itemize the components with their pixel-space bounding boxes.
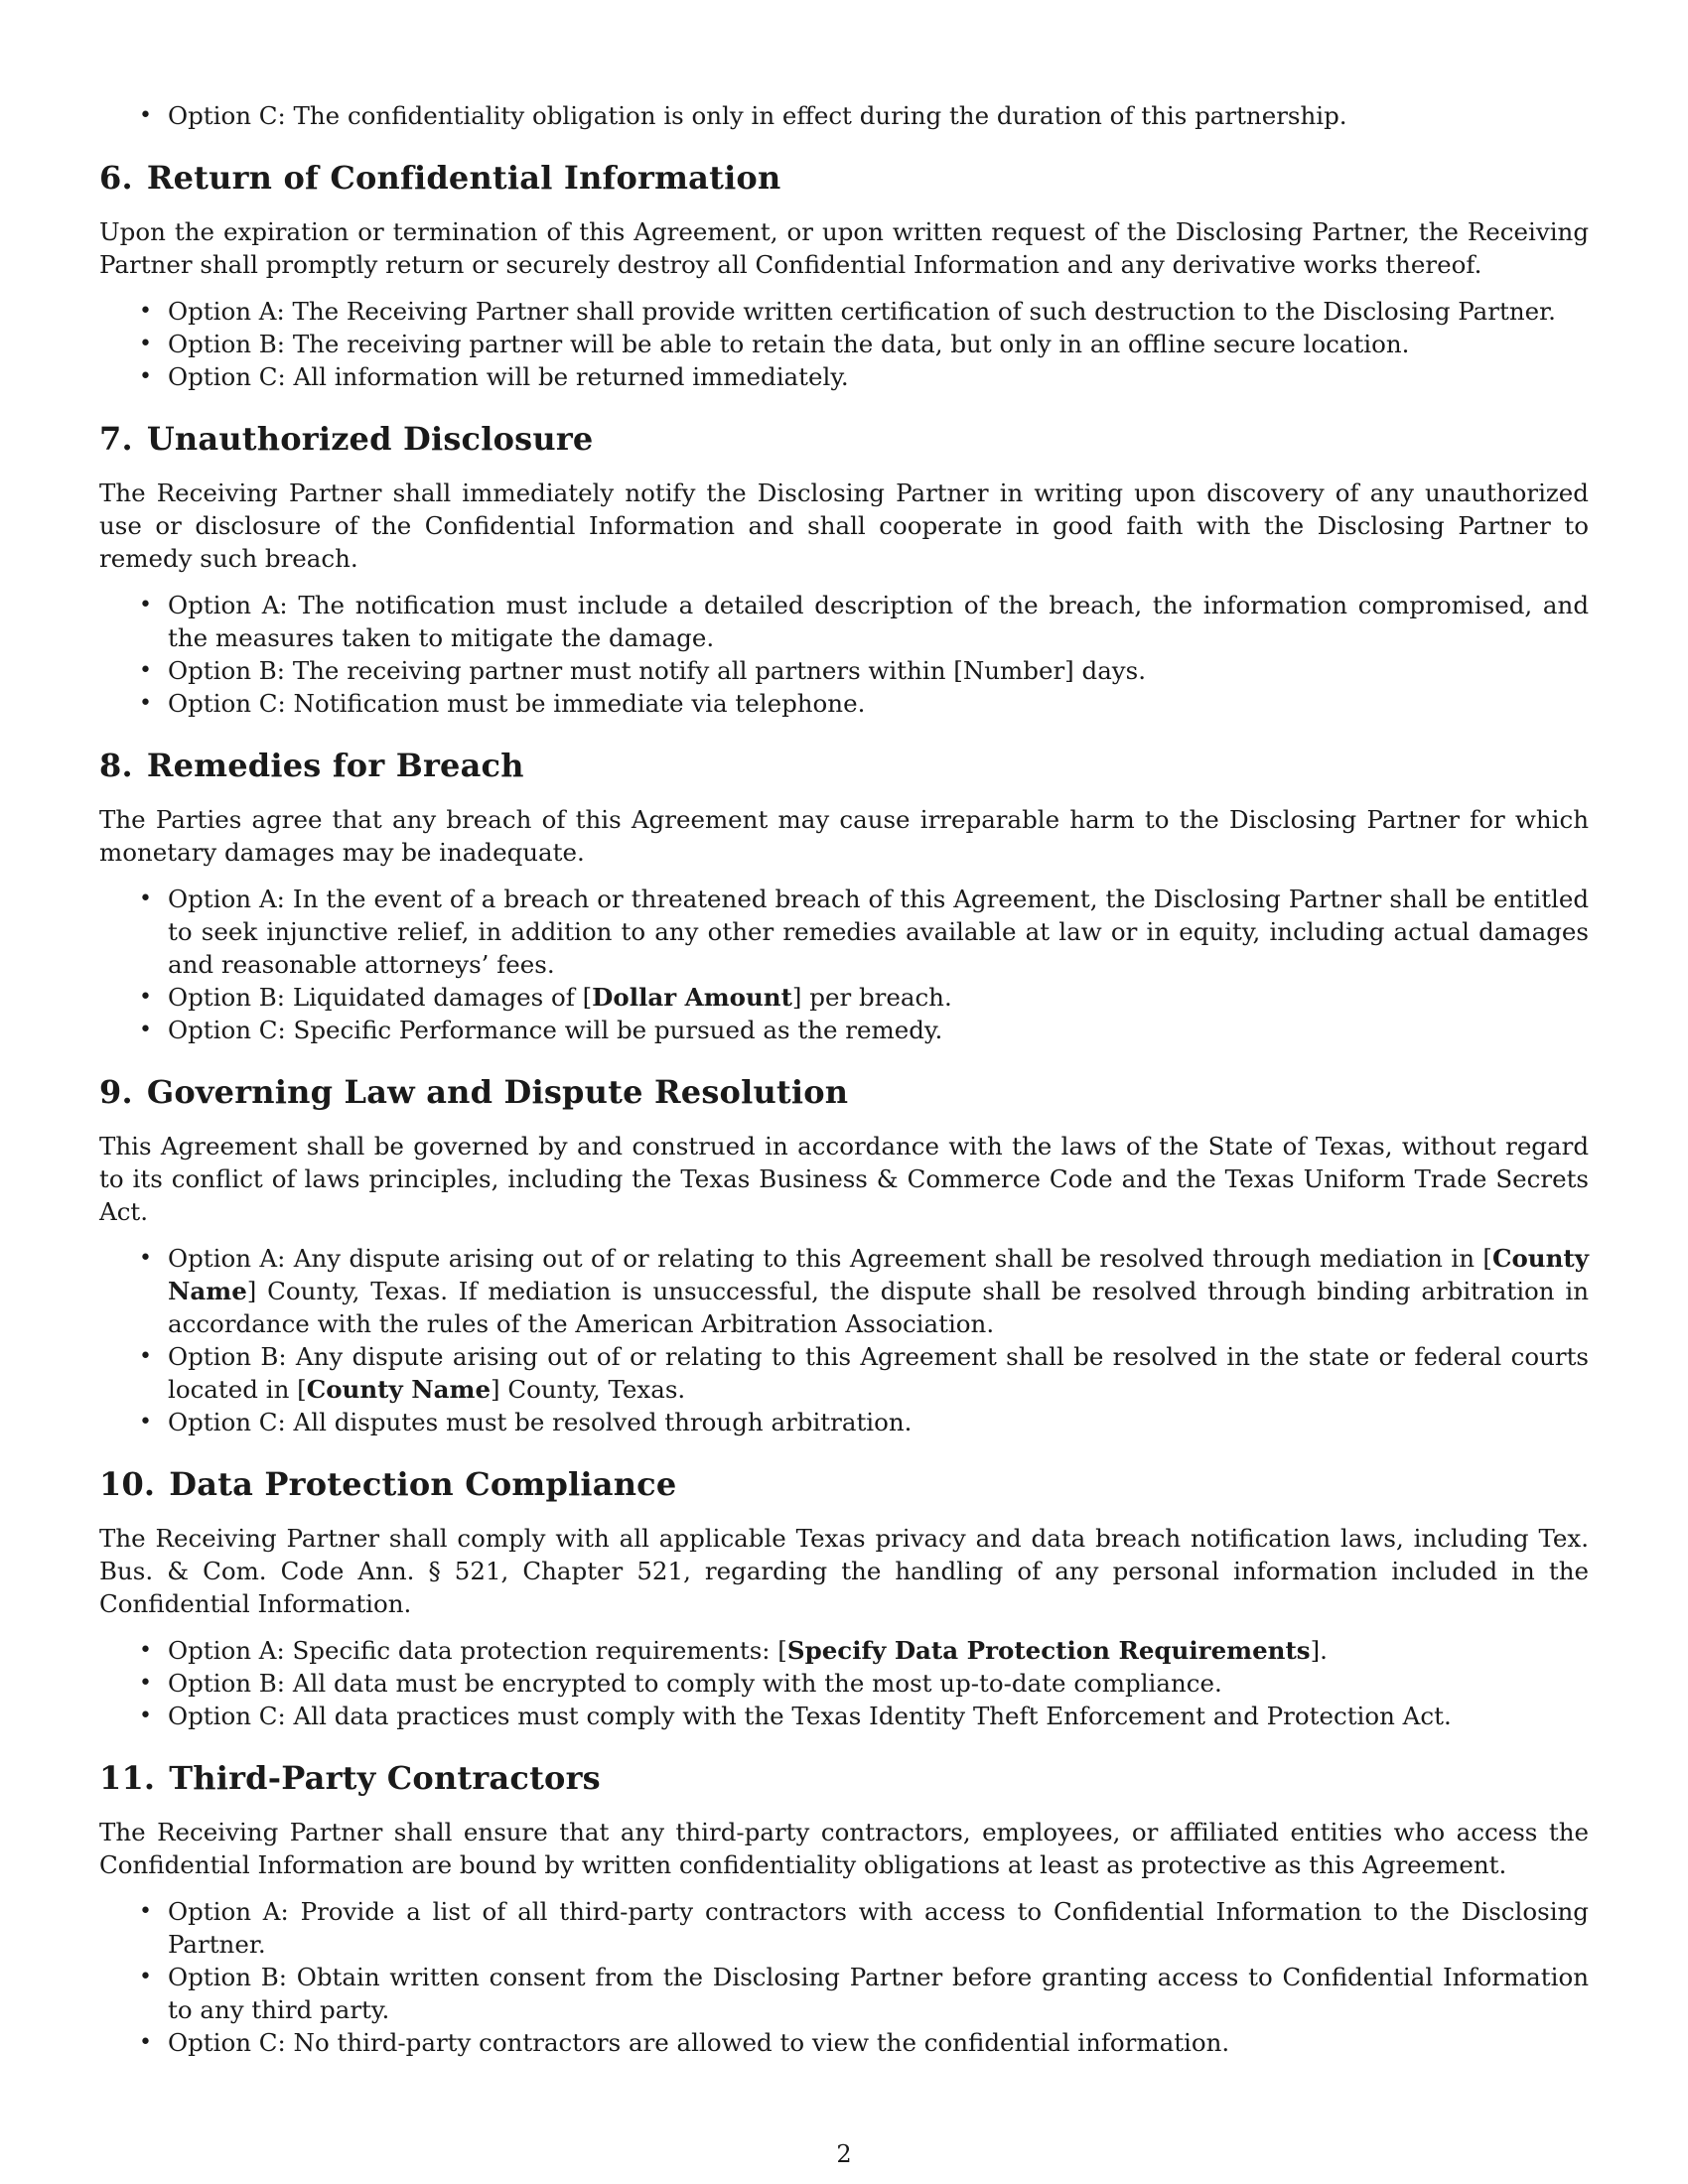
option-item: • Option C: All information will be returned immediately. [99, 360, 1589, 393]
option-item: • Option B: The receiving partner will be able to retain the data, but only in an offline secure location. [99, 328, 1589, 360]
option-item: • Option B: Obtain written consent from the Disclosing Partner before granting access to Confidential Information to any third party. [99, 1961, 1589, 2026]
section-number: 6. [99, 159, 133, 197]
section-title: Third-Party Contractors [169, 1759, 601, 1797]
option-item: • Option A: Any dispute arising out of or relating to this Agreement shall be resolved through mediation in [County Name] County, Texas. If mediation is unsuccessful, the dispute shall be resolved through binding arbitration in accordance with the rules of the American Arbitration Association. [99, 1242, 1589, 1340]
option-item: • Option A: In the event of a breach or threatened breach of this Agreement, the Disclosing Partner shall be entitled to seek injunctive relief, in addition to any other remedies available at law or in equity, including actual damages and reasonable attorneys’ fees. [99, 883, 1589, 981]
section-number: 8. [99, 747, 133, 784]
section-title: Data Protection Compliance [169, 1465, 677, 1503]
option-item: • Option C: Notification must be immediate via telephone. [99, 687, 1589, 720]
section-heading [99, 419, 1589, 459]
section-body: Upon the expiration or termination of this Agreement, or upon written request of the Disclosing Partner, the Receiving Partner shall promptly return or securely destroy all Confidential Information and any derivative works thereof. [99, 217, 1589, 279]
option-list [99, 1634, 1589, 1732]
section-heading [99, 746, 1589, 785]
section-title: Remedies for Breach [146, 747, 524, 784]
section-third-party-contractors [99, 1758, 1589, 2059]
section-heading [99, 1072, 1589, 1112]
section-remedies-for-breach [99, 746, 1589, 1046]
section-return-of-confidential-information [99, 158, 1589, 393]
option-item: • Option C: All data practices must comply with the Texas Identity Theft Enforcement and Protection Act. [99, 1700, 1589, 1732]
page-number: 2 [836, 2140, 852, 2168]
option-item: • Option B: Any dispute arising out of or relating to this Agreement shall be resolved in the state or federal courts located in [County Name] County, Texas. [99, 1340, 1589, 1406]
section-unauthorized-disclosure [99, 419, 1589, 720]
section-data-protection-compliance [99, 1464, 1589, 1732]
section-number: 9. [99, 1073, 133, 1111]
option-item: • Option A: The Receiving Partner shall provide written certification of such destruction to the Disclosing Partner. [99, 295, 1589, 328]
section-body: This Agreement shall be governed by and construed in accordance with the laws of the State of Texas, without regard to its conflict of laws principles, including the Texas Business & Commerce Code and the Texas Uniform Trade Secrets Act. [99, 1132, 1589, 1226]
option-item: • Option A: Specific data protection requirements: [Specify Data Protection Requirements]. [99, 1634, 1589, 1667]
section-title: Unauthorized Disclosure [146, 420, 594, 458]
section-number: 10. [99, 1465, 156, 1503]
section-body: The Receiving Partner shall ensure that any third-party contractors, employees, or affiliated entities who access the Confidential Information are bound by written confidentiality obligations at least as protective as this Agreement. [99, 1818, 1589, 1879]
option-item: • Option A: The notification must include a detailed description of the breach, the information compromised, and the measures taken to mitigate the damage. [99, 589, 1589, 654]
option-item: • Option C: All disputes must be resolved through arbitration. [99, 1406, 1589, 1438]
option-item: • Option C: Specific Performance will be pursued as the remedy. [99, 1014, 1589, 1046]
option-item: • Option B: Liquidated damages of [Dollar Amount] per breach. [99, 981, 1589, 1014]
carryover-option-list [99, 99, 1589, 132]
section-number: 11. [99, 1759, 156, 1797]
section-heading [99, 1758, 1589, 1798]
option-item: • Option A: Provide a list of all third-party contractors with access to Confidential Information to the Disclosing Partner. [99, 1895, 1589, 1961]
option-list [99, 1895, 1589, 2059]
option-list [99, 1242, 1589, 1438]
section-body: The Receiving Partner shall comply with all applicable Texas privacy and data breach notification laws, including Tex. Bus. & Com. Code Ann. § 521, Chapter 521, regarding the handling of any personal information included in the Confidential Information. [99, 1524, 1589, 1618]
option-list [99, 883, 1589, 1046]
section-heading [99, 1464, 1589, 1504]
option-item: • Option B: All data must be encrypted to comply with the most up-to-date compliance. [99, 1667, 1589, 1700]
section-title: Return of Confidential Information [146, 159, 781, 197]
section-heading [99, 158, 1589, 198]
option-item: • Option B: The receiving partner must notify all partners within [Number] days. [99, 654, 1589, 687]
document-page [99, 95, 1589, 2059]
section-body: The Receiving Partner shall immediately notify the Disclosing Partner in writing upon discovery of any unauthorized use or disclosure of the Confidential Information and shall cooperate in good faith with the Disclosing Partner to remedy such breach. [99, 478, 1589, 573]
section-number: 7. [99, 420, 133, 458]
option-item: • Option C: The confidentiality obligation is only in effect during the duration of this partnership. [99, 99, 1589, 132]
option-item: • Option C: No third-party contractors are allowed to view the confidential information. [99, 2026, 1589, 2059]
section-governing-law [99, 1072, 1589, 1438]
option-list [99, 589, 1589, 720]
section-body: The Parties agree that any breach of this Agreement may cause irreparable harm to the Disclosing Partner for which monetary damages may be inadequate. [99, 805, 1589, 867]
section-title: Governing Law and Dispute Resolution [146, 1073, 849, 1111]
option-list [99, 295, 1589, 393]
